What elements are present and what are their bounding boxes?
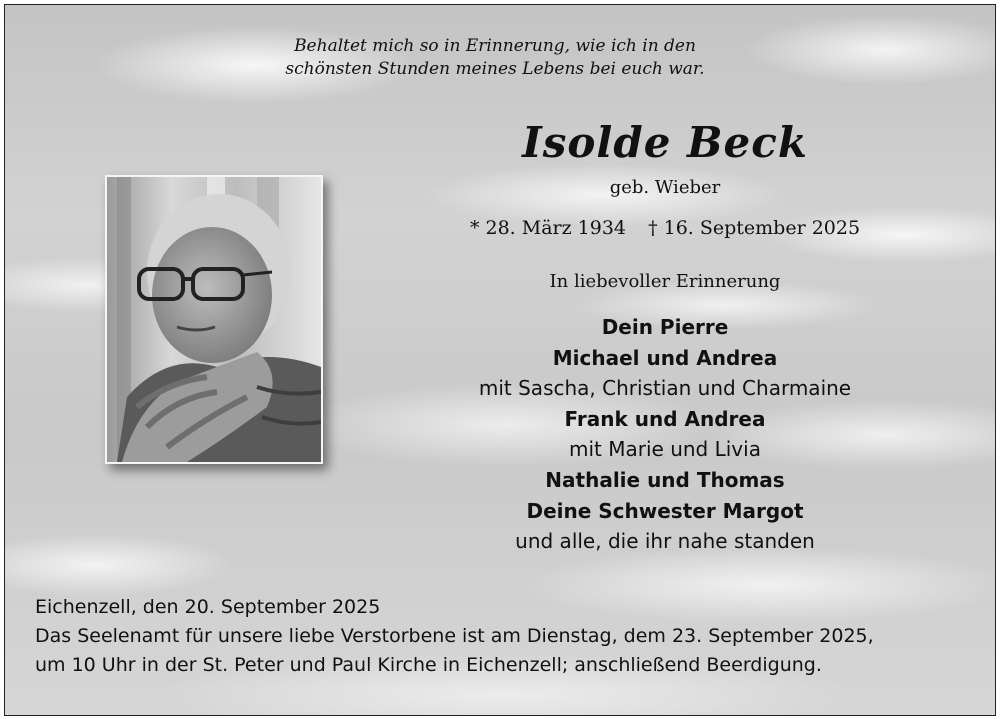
mourner-line: mit Sascha, Christian und Charmaine xyxy=(478,376,852,401)
service-line-2: um 10 Uhr in der St. Peter und Paul Kirche in Eichenzell; anschließend Beerdigung. xyxy=(35,654,822,676)
footer-notice xyxy=(35,593,985,680)
mourner-line: Dein Pierre xyxy=(601,315,729,339)
mourner-line: Deine Schwester Margot xyxy=(526,498,804,523)
portrait-photo-icon xyxy=(105,175,323,464)
death-date: † 16. September 2025 xyxy=(648,217,861,239)
quote-line-1: Behaltet mich so in Erinnerung, wie ich in den xyxy=(294,36,696,56)
birth-name: geb. Wieber xyxy=(609,177,721,198)
mourner-line: Michael und Andrea xyxy=(552,345,778,370)
memory-line: In liebevoller Erinnerung xyxy=(549,271,781,292)
mourners-list xyxy=(405,312,925,557)
mourner-line: Nathalie und Thomas xyxy=(545,467,785,492)
mourner-line: und alle, die ihr nahe standen xyxy=(515,529,815,554)
place-date: Eichenzell, den 20. September 2025 xyxy=(35,596,381,618)
life-dates xyxy=(425,217,905,239)
obituary-card xyxy=(4,4,996,716)
mourner-line: mit Marie und Livia xyxy=(569,437,761,462)
service-line-1: Das Seelenamt für unsere liebe Verstorbene ist am Dienstag, dem 23. September 2025, xyxy=(35,625,874,647)
birth-date: * 28. März 1934 xyxy=(469,217,627,239)
mourner-line: Frank und Andrea xyxy=(564,406,766,431)
deceased-name: Isolde Beck xyxy=(522,118,808,167)
quote-line-2: schönsten Stunden meines Lebens bei euch war. xyxy=(285,59,705,79)
memorial-quote xyxy=(195,35,795,81)
